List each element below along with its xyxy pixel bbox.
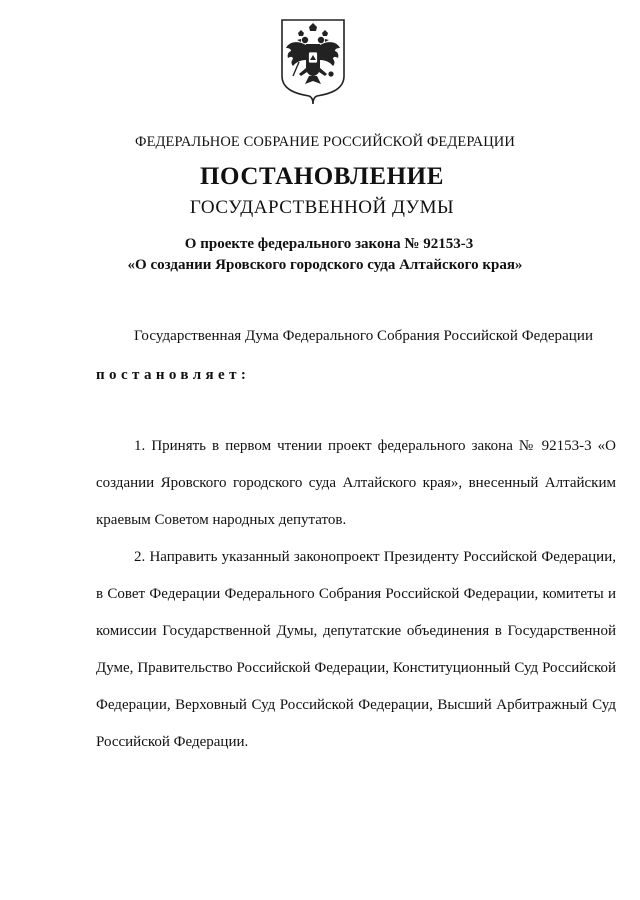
paragraph-1: 1. Принять в первом чтении проект федерального закона № 92153-3 «О создании Яровского городского суда Алтайского края», внесенный Алтайским краевым Советом народных депутатов. <box>96 438 616 528</box>
document-issuer: ГОСУДАРСТВЕННОЙ ДУМЫ <box>189 197 455 218</box>
paragraph-2: 2. Направить указанный законопроект Президенту Российской Федерации, в Совет Федерации Федерального Собрания Российской Федерации, комитеты и комиссии Государственной Думы, депутатские объединения в Государственной Думе, Правительство Российской Федерации, Конституционный Суд Российской Федерации, Верховный Суд Российской Федерации, Высший Арбитражный Суд Российской Федерации. <box>96 549 616 750</box>
russian-coat-of-arms-icon <box>279 18 347 106</box>
subject-line-2: «О создании Яровского городского суда Алтайского края» <box>127 257 523 273</box>
subject-line-1: О проекте федерального закона № 92153-3 <box>184 236 474 252</box>
intro-text: Государственная Дума Федерального Собрания Российской Федерации <box>134 328 594 344</box>
assembly-title: ФЕДЕРАЛЬНОЕ СОБРАНИЕ РОССИЙСКОЙ ФЕДЕРАЦИИ <box>135 134 515 150</box>
document-type-title: ПОСТАНОВЛЕНИЕ <box>199 163 445 190</box>
decrees-word: постановляет: <box>96 367 251 383</box>
